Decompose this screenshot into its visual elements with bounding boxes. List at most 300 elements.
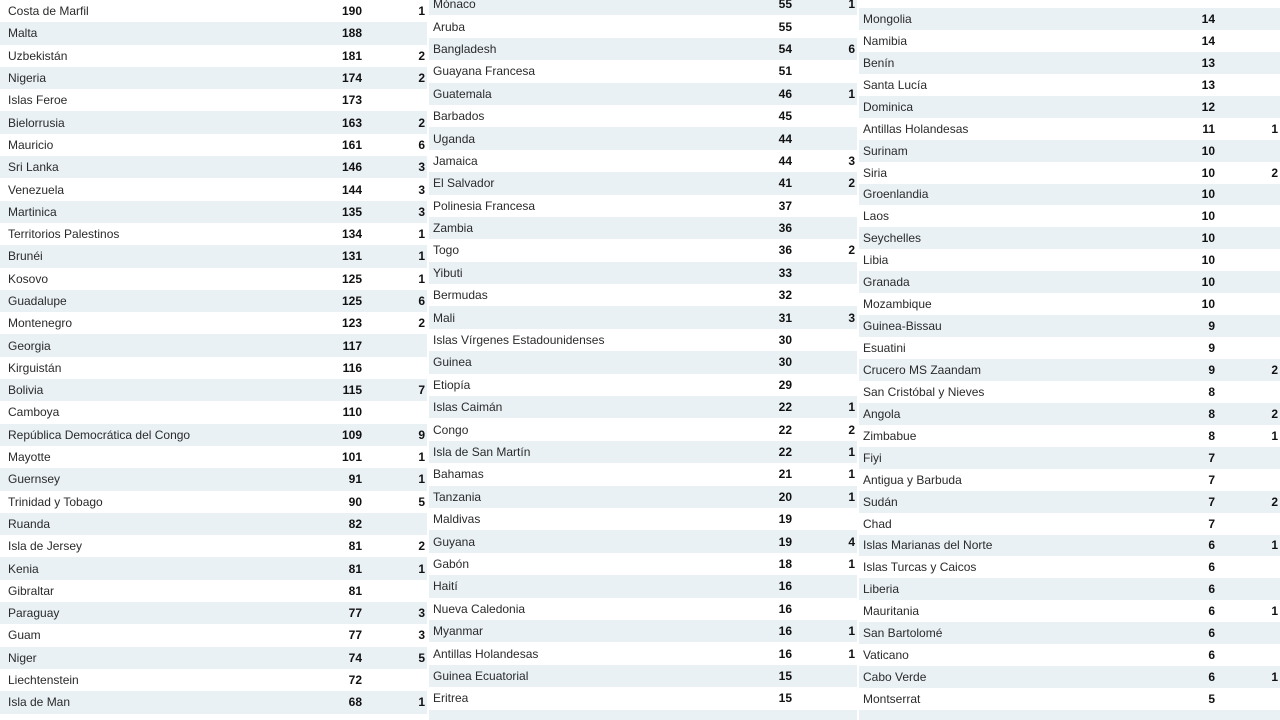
table-row: [859, 666, 1280, 688]
table-row: [429, 217, 857, 239]
country-name: Antillas Holandesas: [433, 646, 539, 661]
value-secondary: 1: [418, 4, 425, 19]
country-name: Venezuela: [8, 182, 65, 197]
table-row: [429, 687, 857, 709]
value-primary: 134: [341, 227, 362, 242]
country-name: Zambia: [433, 221, 474, 236]
value-primary: 14: [1201, 11, 1215, 26]
value-primary: 7: [1208, 472, 1215, 487]
country-name: Mauritania: [863, 604, 920, 619]
value-secondary: 3: [418, 204, 425, 219]
table-row: [429, 441, 857, 463]
value-primary: 135: [341, 204, 362, 219]
value-primary: 77: [348, 628, 362, 643]
country-name: Trinidad y Tobago: [8, 494, 103, 509]
table-row: [0, 178, 427, 200]
table-column-3-rows: [859, 8, 1280, 720]
value-primary: 41: [778, 176, 792, 191]
country-name: Santa Lucía: [863, 77, 928, 92]
value-primary: 8: [1208, 384, 1215, 399]
country-name: Isla de Man: [8, 695, 71, 710]
value-primary: 163: [341, 115, 362, 130]
value-primary: 32: [778, 288, 792, 303]
value-primary: 46: [778, 86, 792, 101]
value-secondary: 2: [418, 48, 425, 63]
country-name: Mongolia: [863, 11, 912, 26]
table-row: [859, 205, 1280, 227]
value-primary: 44: [778, 131, 792, 146]
value-primary: 8: [1208, 406, 1215, 421]
value-primary: 5: [1208, 692, 1215, 707]
value-primary: 81: [348, 583, 362, 598]
country-name: Guadalupe: [8, 294, 67, 308]
table-row: [429, 172, 857, 194]
value-primary: 10: [1201, 231, 1215, 246]
table-row: [429, 284, 857, 306]
value-secondary: 5: [418, 650, 425, 665]
table-row: [859, 293, 1280, 315]
value-primary: 6: [1208, 604, 1215, 619]
value-secondary: 1: [1271, 604, 1278, 619]
value-primary: 131: [341, 249, 362, 264]
value-primary: 90: [348, 494, 362, 509]
value-primary: 123: [341, 316, 362, 331]
value-primary: 16: [778, 601, 792, 616]
value-primary: 19: [778, 534, 792, 549]
value-primary: 16: [778, 624, 792, 639]
table-row: [0, 669, 427, 691]
value-primary: 45: [778, 109, 792, 124]
country-name: Antillas Holandesas: [863, 121, 969, 136]
value-primary: 13: [1201, 77, 1215, 92]
value-primary: 10: [1201, 253, 1215, 268]
table-row: [0, 268, 427, 290]
value-primary: 51: [778, 64, 792, 79]
value-primary: 10: [1201, 297, 1215, 312]
table-row: [859, 491, 1280, 513]
table-row: [0, 580, 427, 602]
table-row: [429, 508, 857, 530]
country-name: Yibuti: [433, 265, 463, 280]
table-row: [429, 396, 857, 418]
value-secondary: 1: [418, 227, 425, 242]
table-row: [429, 665, 857, 687]
table-row: [429, 329, 857, 351]
value-primary: 181: [341, 48, 362, 63]
value-secondary: 1: [418, 695, 425, 710]
table-row: [0, 111, 427, 133]
value-secondary: 2: [418, 316, 425, 331]
country-name: Chad: [863, 516, 892, 531]
table-row: [429, 463, 857, 485]
table-row: [0, 446, 427, 468]
country-name: Groenlandia: [863, 187, 929, 202]
table-row: [429, 418, 857, 440]
value-primary: 77: [348, 606, 362, 621]
table-row: [859, 249, 1280, 271]
table-row: [859, 600, 1280, 622]
country-name: Isla de Jersey: [8, 539, 83, 554]
value-primary: 14: [1201, 33, 1215, 48]
table-row: [859, 688, 1280, 710]
table-row: [0, 468, 427, 490]
value-secondary: 1: [418, 450, 425, 465]
country-name: Congo: [433, 422, 469, 437]
table-row: [859, 381, 1280, 403]
value-primary: 190: [341, 4, 362, 19]
country-name: Gibraltar: [8, 583, 55, 598]
country-name: Paraguay: [8, 606, 60, 621]
value-primary: 6: [1208, 582, 1215, 597]
table-row: [859, 8, 1280, 30]
country-name: Niger: [8, 650, 37, 665]
table-row: [859, 227, 1280, 249]
country-name: Liechtenstein: [8, 673, 79, 688]
table-row: [429, 38, 857, 60]
country-name: Jamaica: [433, 153, 478, 168]
value-secondary: 1: [848, 86, 855, 101]
table-row: [429, 553, 857, 575]
table-row: [429, 60, 857, 82]
value-primary: 125: [341, 271, 362, 286]
country-name: Gabón: [433, 556, 470, 571]
table-row: [859, 271, 1280, 293]
table-row: [0, 223, 427, 245]
table-row: [859, 644, 1280, 666]
country-name: Isla de San Martín: [433, 445, 531, 459]
table-row: [859, 447, 1280, 469]
country-name: Angola: [863, 406, 901, 421]
value-primary: 30: [778, 355, 792, 370]
country-name: Guam: [8, 628, 41, 643]
table-row: [0, 0, 427, 22]
table-row: [859, 315, 1280, 337]
value-primary: 9: [1208, 362, 1215, 377]
value-primary: 55: [778, 19, 792, 34]
table-row: [429, 575, 857, 597]
value-primary: 7: [1208, 494, 1215, 509]
value-primary: 6: [1208, 538, 1215, 553]
value-secondary: 3: [418, 160, 425, 175]
country-name: Bangladesh: [433, 41, 497, 56]
value-secondary: 3: [418, 628, 425, 643]
value-primary: 10: [1201, 143, 1215, 158]
table-row: [859, 140, 1280, 162]
value-primary: 18: [778, 556, 792, 571]
value-primary: 6: [1208, 670, 1215, 685]
value-secondary: 1: [848, 489, 855, 504]
table-row: [859, 513, 1280, 535]
value-primary: 22: [778, 422, 792, 437]
table-row: [0, 290, 427, 312]
value-primary: 110: [342, 405, 362, 420]
value-primary: 33: [778, 265, 792, 280]
value-primary: 36: [778, 243, 792, 258]
table-row: [0, 401, 427, 423]
value-primary: 161: [341, 137, 362, 152]
value-primary: 173: [341, 93, 362, 108]
table-row: [429, 262, 857, 284]
value-primary: 144: [341, 182, 362, 197]
table-row: [429, 351, 857, 373]
value-secondary: 1: [1271, 121, 1278, 136]
country-name: Montenegro: [8, 316, 73, 331]
table-row: [0, 245, 427, 267]
value-primary: 8: [1208, 428, 1215, 443]
value-primary: 82: [348, 516, 362, 531]
value-primary: 6: [1208, 560, 1215, 575]
country-name: Guatemala: [433, 86, 492, 101]
country-name: Mali: [433, 310, 456, 325]
country-name: Guinea Ecuatorial: [433, 668, 529, 683]
value-secondary: 1: [848, 556, 855, 571]
country-name: Montserrat: [863, 692, 921, 707]
country-name: Laos: [863, 209, 890, 224]
country-name: Mónaco: [433, 0, 476, 12]
value-secondary: 3: [418, 182, 425, 197]
value-primary: 16: [778, 579, 792, 594]
country-name: Mauricio: [8, 137, 54, 152]
value-secondary: 1: [418, 472, 425, 487]
table-row: [429, 15, 857, 37]
table-row: [859, 469, 1280, 491]
value-primary: 12: [1201, 99, 1215, 114]
value-secondary: 1: [848, 445, 855, 459]
country-name: Bielorrusia: [8, 115, 65, 130]
value-secondary: 2: [1271, 494, 1278, 509]
value-primary: 10: [1201, 275, 1215, 290]
country-name: Myanmar: [433, 624, 484, 639]
table-row: [0, 379, 427, 401]
value-primary: 9: [1208, 341, 1215, 356]
value-primary: 15: [778, 668, 792, 683]
table-row: [859, 96, 1280, 118]
table-row: [0, 647, 427, 669]
country-name: Haití: [433, 579, 458, 594]
country-name: San Bartolomé: [863, 626, 943, 641]
value-secondary: 6: [418, 294, 425, 308]
country-name: Territorios Palestinos: [8, 227, 120, 242]
country-name: Guinea-Bissau: [863, 319, 942, 334]
table-row: [0, 312, 427, 334]
value-primary: 72: [348, 673, 362, 688]
value-secondary: 1: [1271, 428, 1278, 443]
table-row: [0, 691, 427, 713]
value-secondary: 4: [848, 534, 855, 549]
table-row: [429, 105, 857, 127]
value-primary: 11: [1202, 121, 1215, 136]
value-primary: 15: [778, 691, 792, 706]
table-row: [859, 535, 1280, 557]
country-name: Crucero MS Zaandam: [863, 362, 982, 377]
country-name: Islas Vírgenes Estadounidenses: [433, 333, 605, 348]
country-name: Uzbekistán: [8, 48, 68, 63]
value-primary: 7: [1208, 516, 1215, 531]
value-primary: 74: [348, 650, 362, 665]
country-name: Siria: [863, 165, 888, 180]
value-primary: 91: [348, 472, 362, 487]
table-row: [859, 425, 1280, 447]
table-row: [859, 359, 1280, 381]
country-name: Mayotte: [8, 450, 51, 465]
table-row: [859, 578, 1280, 600]
value-primary: 21: [778, 467, 792, 482]
country-name: Tanzania: [433, 489, 482, 504]
country-name: Guyana: [433, 534, 476, 549]
value-secondary: 5: [418, 494, 425, 509]
country-name: Bolivia: [8, 383, 44, 398]
country-name: Namibia: [863, 33, 908, 48]
table-row: [859, 162, 1280, 184]
value-primary: 22: [778, 400, 792, 415]
table-row: [0, 535, 427, 557]
table-row: [429, 150, 857, 172]
country-name: Granada: [863, 275, 910, 290]
value-primary: 6: [1208, 648, 1215, 663]
value-primary: 10: [1201, 165, 1215, 180]
value-secondary: 1: [418, 561, 425, 576]
value-secondary: 2: [418, 71, 425, 86]
value-primary: 125: [341, 294, 362, 308]
table-column-2: [429, 0, 857, 720]
country-name: Liberia: [863, 582, 900, 597]
country-name: Nueva Caledonia: [433, 601, 526, 616]
country-name: Islas Turcas y Caicos: [863, 560, 977, 575]
country-name: Etiopía: [433, 377, 471, 392]
value-primary: 7: [1208, 450, 1215, 465]
table-row: [0, 424, 427, 446]
value-primary: 81: [348, 561, 362, 576]
country-name: Fiyi: [863, 450, 882, 465]
country-name: Togo: [433, 243, 460, 258]
table-row: [0, 624, 427, 646]
table-row: [0, 602, 427, 624]
table-row: [0, 357, 427, 379]
value-secondary: 2: [418, 115, 425, 130]
value-primary: 13: [1201, 55, 1215, 70]
country-name: Kirguistán: [8, 360, 62, 375]
table-row: [429, 83, 857, 105]
table-row: [429, 374, 857, 396]
country-name: Georgia: [8, 338, 51, 353]
country-name: Kenia: [8, 561, 39, 576]
country-name: Mozambique: [863, 297, 932, 312]
country-name: Guayana Francesa: [433, 64, 536, 79]
value-primary: 16: [778, 646, 792, 661]
table-row: [429, 620, 857, 642]
value-secondary: 1: [848, 467, 855, 482]
country-name: Sudán: [863, 494, 898, 509]
value-secondary: 1: [848, 400, 855, 415]
value-primary: 31: [778, 310, 792, 325]
country-name: Polinesia Francesa: [433, 198, 536, 213]
table-row: [429, 642, 857, 664]
value-secondary: 2: [1271, 406, 1278, 421]
country-name: Malta: [8, 26, 38, 41]
table-row: [0, 201, 427, 223]
value-secondary: 1: [1271, 670, 1278, 685]
table-row: [429, 127, 857, 149]
value-primary: 22: [778, 445, 792, 459]
value-secondary: 3: [418, 606, 425, 621]
table-column-3: [859, 0, 1280, 720]
country-name: El Salvador: [433, 176, 495, 191]
value-primary: 6: [1208, 626, 1215, 641]
value-secondary: 2: [848, 176, 855, 191]
table-column-1: [0, 0, 427, 720]
country-name: Surinam: [863, 143, 908, 158]
value-primary: 146: [341, 160, 362, 175]
table-row: [859, 30, 1280, 52]
country-name: Guinea: [433, 355, 472, 370]
table-row: [859, 556, 1280, 578]
value-primary: 116: [342, 360, 362, 375]
value-secondary: 2: [1271, 165, 1278, 180]
table-row: [0, 67, 427, 89]
value-primary: 9: [1208, 319, 1215, 334]
table-row: [859, 52, 1280, 74]
country-name: Uganda: [433, 131, 476, 146]
table-column-2-rows: [429, 0, 857, 720]
table-row: [859, 74, 1280, 96]
country-name: Bahamas: [433, 467, 484, 482]
table-row: [429, 598, 857, 620]
value-secondary: 9: [418, 427, 425, 442]
value-primary: 10: [1201, 187, 1215, 202]
value-secondary: 1: [848, 624, 855, 639]
table-row: [429, 0, 857, 15]
value-primary: 101: [341, 450, 362, 465]
value-primary: 29: [778, 377, 792, 392]
country-name: Seychelles: [863, 231, 922, 246]
value-secondary: 3: [848, 310, 855, 325]
table-row: [859, 622, 1280, 644]
value-primary: 174: [341, 71, 362, 86]
value-primary: 115: [342, 383, 362, 398]
country-name: Benín: [863, 55, 895, 70]
country-name: Dominica: [863, 99, 914, 114]
value-secondary: 1: [848, 646, 855, 661]
table-row: [0, 491, 427, 513]
table-row: [0, 334, 427, 356]
value-secondary: 2: [848, 243, 855, 258]
country-name: Zimbabue: [863, 428, 917, 443]
table-row: [0, 22, 427, 44]
country-name: Sri Lanka: [8, 160, 59, 175]
country-name: Barbados: [433, 109, 485, 124]
table-row: [0, 156, 427, 178]
country-name: Islas Caimán: [433, 400, 503, 415]
country-name: Islas Feroe: [8, 93, 68, 108]
value-primary: 10: [1201, 209, 1215, 224]
value-primary: 44: [778, 153, 792, 168]
table-row: [859, 337, 1280, 359]
value-secondary: 1: [418, 271, 425, 286]
value-secondary: 6: [848, 41, 855, 56]
table-row: [429, 530, 857, 552]
value-secondary: 2: [848, 422, 855, 437]
table-row: [429, 306, 857, 328]
value-primary: 36: [778, 221, 792, 236]
value-primary: 30: [778, 333, 792, 348]
value-primary: 19: [778, 512, 792, 527]
country-name: Aruba: [433, 19, 466, 34]
country-name: Islas Marianas del Norte: [863, 538, 993, 553]
value-primary: 188: [341, 26, 362, 41]
country-name: San Cristóbal y Nieves: [863, 384, 985, 399]
table-row: [0, 134, 427, 156]
table-row: [429, 239, 857, 261]
